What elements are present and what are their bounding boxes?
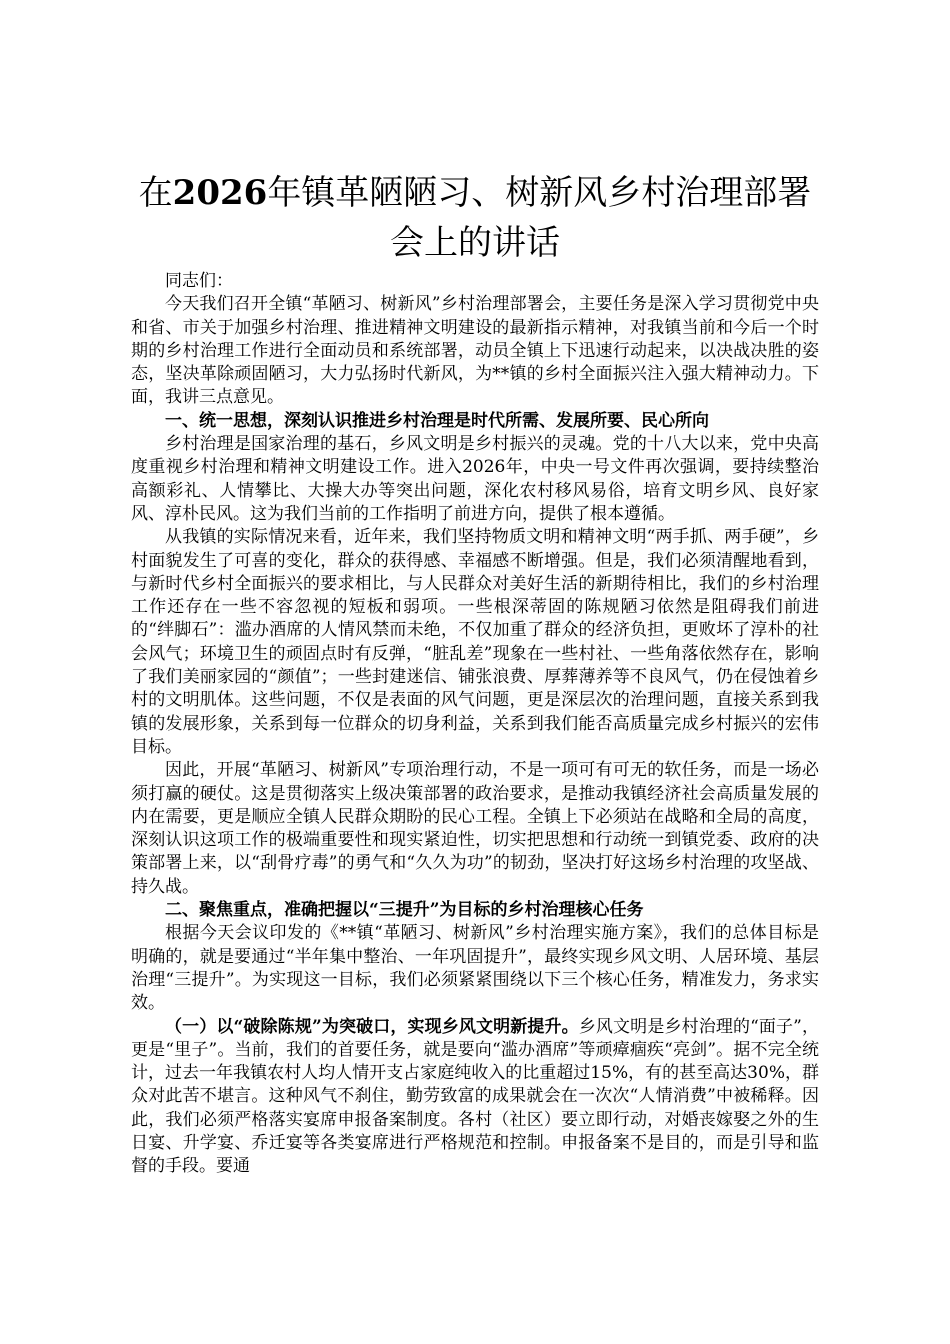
document-content: [131, 168, 819, 1179]
section-heading-1: 一、统一思想，深刻认识推进乡村治理是时代所需、发展所要、民心所向: [165, 410, 709, 431]
sub-heading-lead: （一）以“破除陈规”为突破口，实现乡风文明新提升。: [165, 1016, 579, 1037]
title-line1-rest: 年镇革陋陋习、树新风乡村治理部署: [267, 173, 812, 213]
salutation: 同志们：: [165, 271, 233, 291]
document-title: [131, 168, 819, 268]
paragraph-1: 乡村治理是国家治理的基石，乡风文明是乡村振兴的灵魂。党的十八大以来，党中央高度重视乡村治理和精神文明建设工作。进入2026年，中央一号文件再次强调，要持续整治高额彩礼、人情攀比、大操大办等突出问题，深化农村移风易俗，培育文明乡风、良好家风、淳朴民风。这为我们当前的工作指明了前进方向，提供了根本遵循。: [131, 434, 819, 524]
title-line2: 会上的讲话: [390, 223, 560, 263]
paragraph-5: [131, 1016, 819, 1179]
section-heading-2: 二、聚焦重点，准确把握以“三提升”为目标的乡村治理核心任务: [165, 900, 644, 921]
paragraph-3: 因此，开展“革陋习、树新风”专项治理行动，不是一项可有可无的软任务，而是一场必须打赢的硬仗。这是贯彻落实上级决策部署的政治要求，是推动我镇经济社会高质量发展的内在需要，更是顺应全镇人民群众期盼的民心工程。全镇上下必须站在战略和全局的高度，深刻认识这项工作的极端重要性和现实紧迫性，切实把思想和行动统一到镇党委、政府的决策部署上来，以“刮骨疗毒”的勇气和“久久为功”的韧劲，坚决打好这场乡村治理的攻坚战、持久战。: [131, 760, 819, 897]
paragraph-intro: 今天我们召开全镇“革陋习、树新风”乡村治理部署会，主要任务是深入学习贯彻党中央和省、市关于加强乡村治理、推进精神文明建设的最新指示精神，对我镇当前和今后一个时期的乡村治理工作进行全面动员和系统部署，动员全镇上下迅速行动起来，以决战决胜的姿态，坚决革除顽固陋习，大力弘扬时代新风，为**镇的乡村全面振兴注入强大精神动力。下面，我讲三点意见。: [131, 294, 819, 408]
paragraph-2: 从我镇的实际情况来看，近年来，我们坚持物质文明和精神文明“两手抓、两手硬”，乡村面貌发生了可喜的变化，群众的获得感、幸福感不断增强。但是，我们必须清醒地看到，与新时代乡村全面振兴的要求相比，与人民群众对美好生活的新期待相比，我们的乡村治理工作还存在一些不容忽视的短板和弱项。一些根深蒂固的陈规陋习依然是阻碍我们前进的“绊脚石”：滥办酒席的人情风禁而未绝，不仅加重了群众的经济负担，更败坏了淳朴的社会风气；环境卫生的顽固点时有反弹，“脏乱差”现象在一些村社、一些角落依然存在，影响了我们美丽家园的“颜值”；一些封建迷信、铺张浪费、厚葬薄养等不良风气，仍在侵蚀着乡村的文明肌体。这些问题，不仅是表面的风气问题，更是深层次的治理问题，直接关系到我镇的发展形象，关系到每一位群众的切身利益，关系到我们能否高质量完成乡村振兴的宏伟目标。: [131, 527, 819, 757]
paragraph-4: 根据今天会议印发的《**镇“革陋习、树新风”乡村治理实施方案》，我们的总体目标是明确的，就是要通过“半年集中整治、一年巩固提升”，最终实现乡风文明、人居环境、基层治理“三提升”。为实现这一目标，我们必须紧紧围绕以下三个核心任务，精准发力，务求实效。: [131, 923, 819, 1014]
paragraph-5-text: 乡风文明是乡村治理的“面子”，更是“里子”。当前，我们的首要任务，就是要向“滥办酒席”等顽瘴痼疾“亮剑”。据不完全统计，过去一年我镇农村人均人情开支占家庭纯收入的比重超过15%，有的甚至高达30%，群众对此苦不堪言。这种风气不刹住，勤劳致富的成果就会在一次次“人情消费”中被稀释。因此，我们必须严格落实宴席申报备案制度。各村（社区）要立即行动，对婚丧嫁娶之外的生日宴、升学宴、乔迁宴等各类宴席进行严格规范和控制。申报备案不是目的，而是引导和监督的手段。要通: [131, 1016, 819, 1177]
title-prefix: 在: [138, 173, 173, 213]
document-body: [131, 270, 819, 1179]
title-year: 2026: [172, 173, 268, 213]
